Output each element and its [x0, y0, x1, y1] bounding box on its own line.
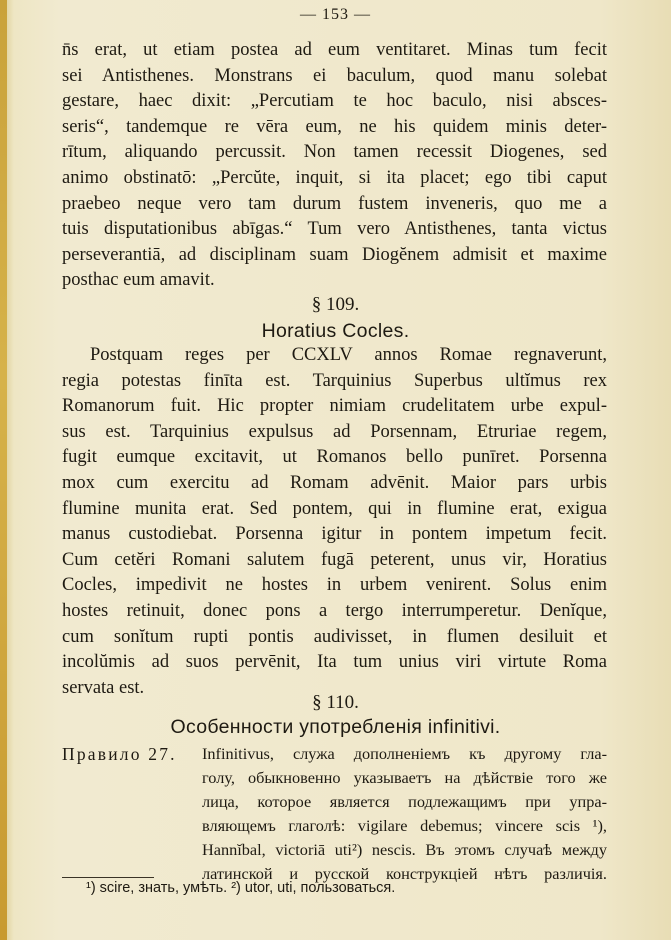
text-line: flumine munita erat. Sed pontem, qui in flumine erat, exigua — [62, 498, 607, 519]
text-line: posthac eum amavit. — [62, 270, 215, 291]
text-line: Cum cetĕri Romani salutem fugā peterent, unus vir, Horatius — [62, 549, 607, 570]
rule-line: латинской и русской конструкціей нѣтъ различія. — [202, 864, 607, 883]
rule-line: вляющемъ глаголѣ: vigilare debemus; vincere scis ¹), — [202, 816, 607, 835]
paragraph-2 — [62, 343, 607, 701]
page-spine-edge — [0, 0, 7, 940]
footnote: ¹) scire, знать, умѣть. ²) utor, uti, пользоваться. — [86, 880, 396, 896]
section-110-number: § 110. — [312, 692, 359, 713]
text-line: sus est. Tarquinius expulsus ad Porsennam, Etruriae regem, — [62, 421, 607, 442]
rule-label: Правило 27. — [62, 744, 177, 764]
text-line: incolŭmis ad suos pervēnit, Ita tum unius viri virtute Roma — [62, 652, 607, 673]
section-109-title: Horatius Cocles. — [261, 320, 410, 342]
text-line: sei Antisthenes. Monstrans ei baculum, quod manu solebat — [62, 65, 607, 86]
rule-line: лица, которое является подлежащимъ при упра- — [202, 792, 607, 811]
text-line: seris“, tandemque re vēra eum, ne his quidem minis deter- — [62, 116, 607, 137]
rule-text — [202, 742, 607, 886]
footnote-divider — [62, 877, 154, 878]
page-number: — 153 — — [300, 6, 371, 23]
text-line: Cocles, impedivit ne hostes in urbem venirent. Solus enim — [62, 575, 607, 596]
section-109-number: § 109. — [311, 294, 360, 315]
text-line: n̄s erat, ut etiam postea ad eum ventitaret. Minas tum fecit — [62, 40, 607, 60]
text-line: servata est. — [62, 677, 145, 698]
section-110-title: Особенности употребленія infinitivi. — [170, 716, 501, 738]
text-line: manus custodiebat. Porsenna igitur in pontem impetum fecit. — [62, 524, 607, 545]
text-line: rītum, aliquando percussit. Non tamen recessit Diogenes, sed — [62, 142, 607, 163]
text-line: cum sonĭtum rupti pontis audivisset, in flumen desiluit et — [62, 626, 607, 647]
paragraph-1 — [62, 38, 607, 294]
text-line: gestare, haec dixit: „Percutiam te hoc baculo, nisi absces- — [62, 91, 607, 112]
text-line: tuis disputationibus abīgas.“ Tum vero Antisthenes, tanta victus — [62, 219, 607, 240]
text-line: mox cum exercitu ad Romam advēnit. Maior pars urbis — [62, 472, 607, 493]
text-line: perseverantiā, ad disciplinam suam Diogĕnem admisit et maxime — [62, 244, 607, 265]
text-line: Romanorum fuit. Hic propter nimiam crudelitatem urbe expul- — [62, 396, 607, 417]
text-line: praebeo neque vero tam durum fustem inveneris, quo me a — [62, 193, 607, 214]
text-line: fugit eumque excitavit, ut Romanos bello punīret. Porsenna — [62, 447, 607, 468]
text-line: regia potestas finīta est. Tarquinius Superbus ultĭmus rex — [62, 370, 607, 391]
rule-line: голу, обыкновенно указываетъ на дѣйствіе того же — [202, 768, 607, 787]
rule-line: Hannĭbal, victoriā uti²) nescis. Въ этомъ случаѣ между — [202, 840, 607, 859]
rule-line: Infinitivus, служа дополненіемъ къ другому гла- — [202, 744, 607, 763]
text-line: Postquam reges per CCXLV annos Romae regnaverunt, — [90, 345, 607, 365]
text-line: animo obstinatō: „Percŭte, inquit, si ita placet; ego tibi caput — [62, 167, 607, 188]
text-line: hostes retinuit, donec pons a tergo interrumperetur. Denĭque, — [62, 600, 607, 621]
